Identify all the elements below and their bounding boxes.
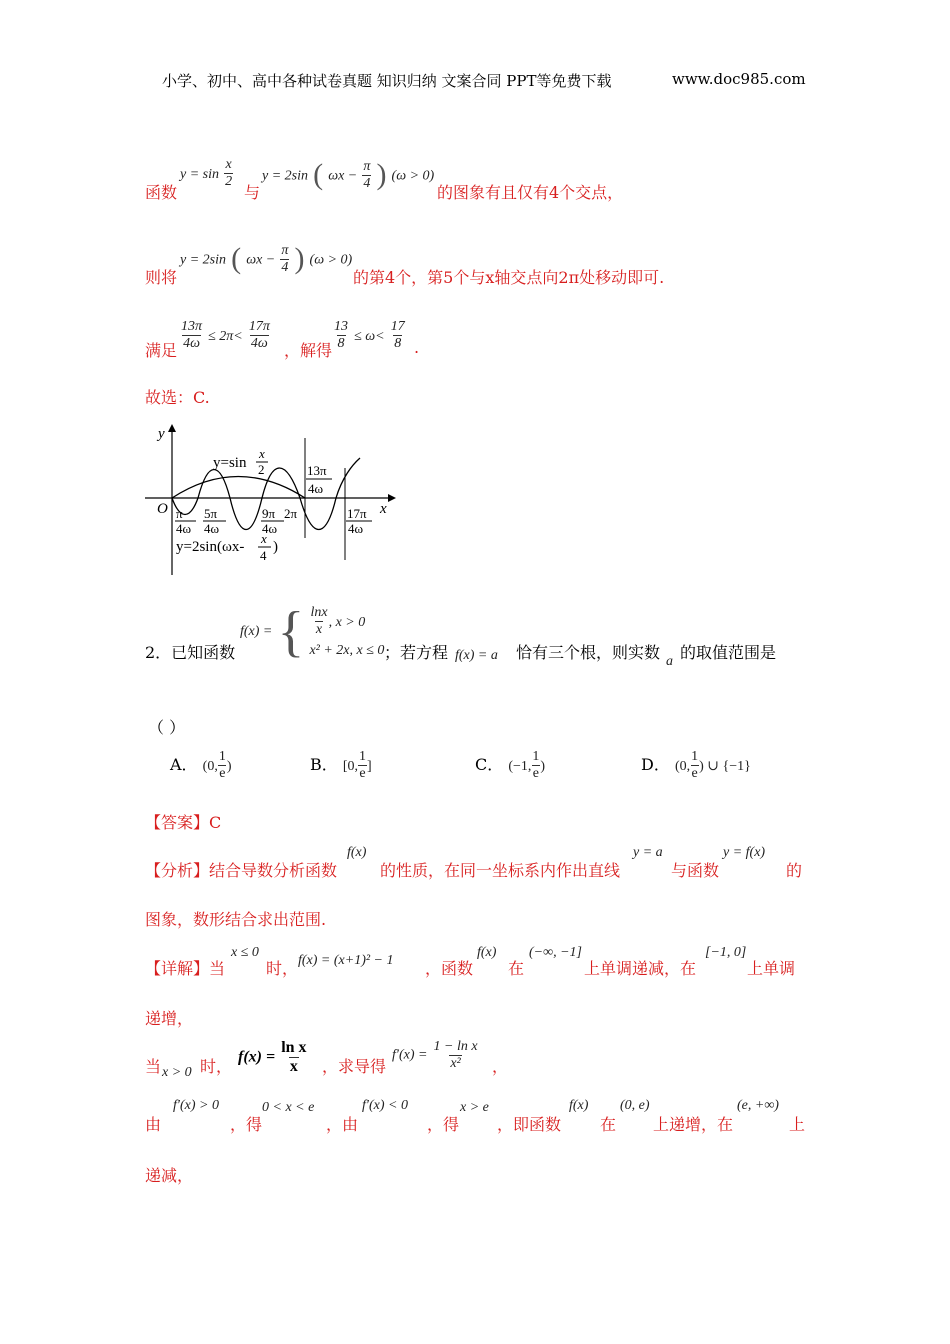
y-axis-arrow: [168, 424, 176, 432]
option-c[interactable]: C． (−1, $\frac{1}{e}$ ): [475, 749, 546, 781]
detail-l3-fx: f(x) = $\frac{\text{ln x}}{x}$: [238, 1039, 307, 1075]
detail-line2: 递增，: [145, 1009, 194, 1028]
tick-17pi-den: 4ω: [348, 521, 364, 536]
big-label-den: 4: [260, 548, 267, 563]
line2-prefix: 则将: [145, 268, 178, 287]
analysis-yfx: y = f(x): [723, 845, 766, 860]
detail-l3-t2: 时，: [200, 1057, 233, 1076]
sin-curve-label: y=sin: [213, 455, 247, 471]
option-a[interactable]: A． (0, $\frac{1}{e}$ ): [170, 749, 232, 781]
line1-formula-2sin: y = 2sin ( ωx − $\frac{\pi}{4}$ ) (ω > 0): [262, 158, 435, 191]
detail-l4-t2: ，得: [230, 1115, 263, 1134]
detail-l3-end: ，: [492, 1057, 509, 1076]
header-website: www.doc985.com: [672, 70, 806, 88]
line3-inequality: $\frac{13\pi}{4\omega}$ ≤ 2π< $\frac{17\pi}{4\omega}$: [181, 319, 270, 351]
q2-mid: ；若方程: [384, 643, 449, 662]
sin-label-den: 2: [258, 462, 265, 477]
detail-e1: f(x) = (x+1)² − 1: [298, 953, 394, 968]
answer-line: 【答案】C: [145, 813, 222, 832]
option-b[interactable]: B． [0, $\frac{1}{e}$ ]: [310, 749, 372, 781]
detail-t4: 在: [508, 959, 525, 978]
detail-c1: x ≤ 0: [231, 945, 259, 960]
detail-l4-r2: x > e: [460, 1100, 489, 1115]
detail-fx: f(x): [477, 945, 497, 960]
detail-t6: 上单调: [747, 959, 796, 978]
analysis-t4: 的: [786, 861, 803, 880]
sin-label-num: x: [259, 446, 265, 461]
tick-9pi-den: 4ω: [262, 521, 278, 536]
option-d[interactable]: D． (0, $\frac{1}{e}$ ) ∪ {−1}: [641, 749, 751, 781]
line4-choice: 故选：C.: [145, 388, 210, 407]
header-left-text: 小学、初中、高中各种试卷真题 知识归纳 文案合同 PPT等免费下载: [162, 72, 612, 90]
detail-t2: 时，: [266, 959, 299, 978]
detail-t5: 上单调递减，在: [584, 959, 697, 978]
analysis-t3: 与函数: [671, 861, 720, 880]
analysis-fx: f(x): [347, 845, 367, 860]
analysis-tag: 【分析】结合导数分析函数: [145, 861, 338, 880]
detail-t3: ，函数: [425, 959, 474, 978]
graph-figure: [140, 420, 400, 580]
detail-l3-t3: ，求导得: [322, 1057, 387, 1076]
x-axis-label: x: [380, 501, 387, 517]
detail-l4-t1: 由: [145, 1115, 162, 1134]
line1-formula-sin: y = sin $\frac{x}{2}$: [180, 157, 233, 189]
detail-l4-t6: 在: [600, 1115, 617, 1134]
q2-end: 的取值范围是: [680, 643, 777, 662]
line2-formula-2sin: y = 2sin ( ωx − $\frac{\pi}{4}$ ) (ω > 0): [180, 242, 353, 275]
q2-var-a: a: [666, 654, 673, 669]
line3-mid: ，解得: [284, 341, 333, 360]
detail-i2: [−1, 0]: [705, 945, 747, 960]
q2-paren: （ ）: [148, 718, 186, 737]
detail-l4-fx: f(x): [569, 1098, 589, 1113]
detail-l3-t1: 当: [145, 1057, 162, 1076]
tick-17pi-num: 17π: [347, 506, 367, 521]
tick-13pi-num: 13π: [307, 463, 327, 478]
detail-i1: (−∞, −1]: [529, 945, 582, 960]
q2-equation: f(x) = a: [455, 648, 498, 663]
big-label-close: ): [273, 539, 278, 555]
big-label-num: x: [261, 531, 267, 546]
detail-l4-t8: 上: [789, 1115, 806, 1134]
tick-pi-4w-num: π: [176, 506, 183, 521]
line1-conj: 与: [244, 183, 261, 202]
tick-pi-4w-den: 4ω: [176, 521, 192, 536]
tick-13pi-den: 4ω: [308, 481, 324, 496]
detail-l3-derivative: f′(x) = $\frac{\text{1 − ln x}}{\text{x²}}$: [392, 1039, 478, 1071]
tick-2pi: 2π: [284, 506, 298, 521]
analysis-t2: 的性质，在同一坐标系内作出直线: [380, 861, 621, 880]
tick-5pi-den: 4ω: [204, 521, 220, 536]
line3-prefix: 满足: [145, 341, 178, 360]
q2-mid2: 恰有三个根，则实数: [516, 643, 661, 662]
line1-prefix: 函数: [145, 183, 178, 202]
y-axis-label: y: [158, 426, 165, 442]
analysis-ya: y = a: [633, 845, 663, 860]
x-axis-arrow: [388, 494, 396, 502]
detail-l4-t4: ，得: [427, 1115, 460, 1134]
analysis-line2: 图象，数形结合求出范围.: [145, 910, 327, 929]
detail-tag: 【详解】当: [145, 959, 226, 978]
detail-l4-i2: (e, +∞): [737, 1098, 779, 1113]
q2-piecewise: f(x) = { $\frac{\ln x}{x}$ , x > 0 x² + 2x, x ≤ 0: [240, 601, 385, 663]
detail-l4-r1: 0 < x < e: [262, 1100, 315, 1115]
line1-suffix: 的图象有且仅有4个交点，: [437, 183, 624, 202]
line3-solution: $\frac{13}{8}$ ≤ ω< $\frac{17}{8}$: [334, 319, 405, 351]
curve-sin-x-over-2: [172, 477, 305, 499]
detail-line5: 递减，: [145, 1166, 194, 1185]
line3-end: .: [414, 338, 420, 357]
detail-l3-cond: x > 0: [162, 1065, 192, 1080]
detail-l4-c2: f′(x) < 0: [362, 1098, 408, 1113]
big-curve-label: y=2sin(ωx-: [176, 539, 245, 555]
detail-l4-t7: 上递增，在: [653, 1115, 734, 1134]
detail-l4-c1: f′(x) > 0: [173, 1098, 219, 1113]
tick-5pi-num: 5π: [204, 506, 218, 521]
detail-l4-t3: ，由: [326, 1115, 359, 1134]
detail-l4-i1: (0, e): [620, 1098, 650, 1113]
line2-suffix: 的第4个，第5个与x轴交点向2π处移动即可.: [353, 268, 665, 287]
detail-l4-t5: ，即函数: [497, 1115, 562, 1134]
tick-9pi-num: 9π: [262, 506, 276, 521]
q2-number: 2．已知函数: [145, 643, 236, 662]
origin-label: O: [157, 501, 168, 517]
